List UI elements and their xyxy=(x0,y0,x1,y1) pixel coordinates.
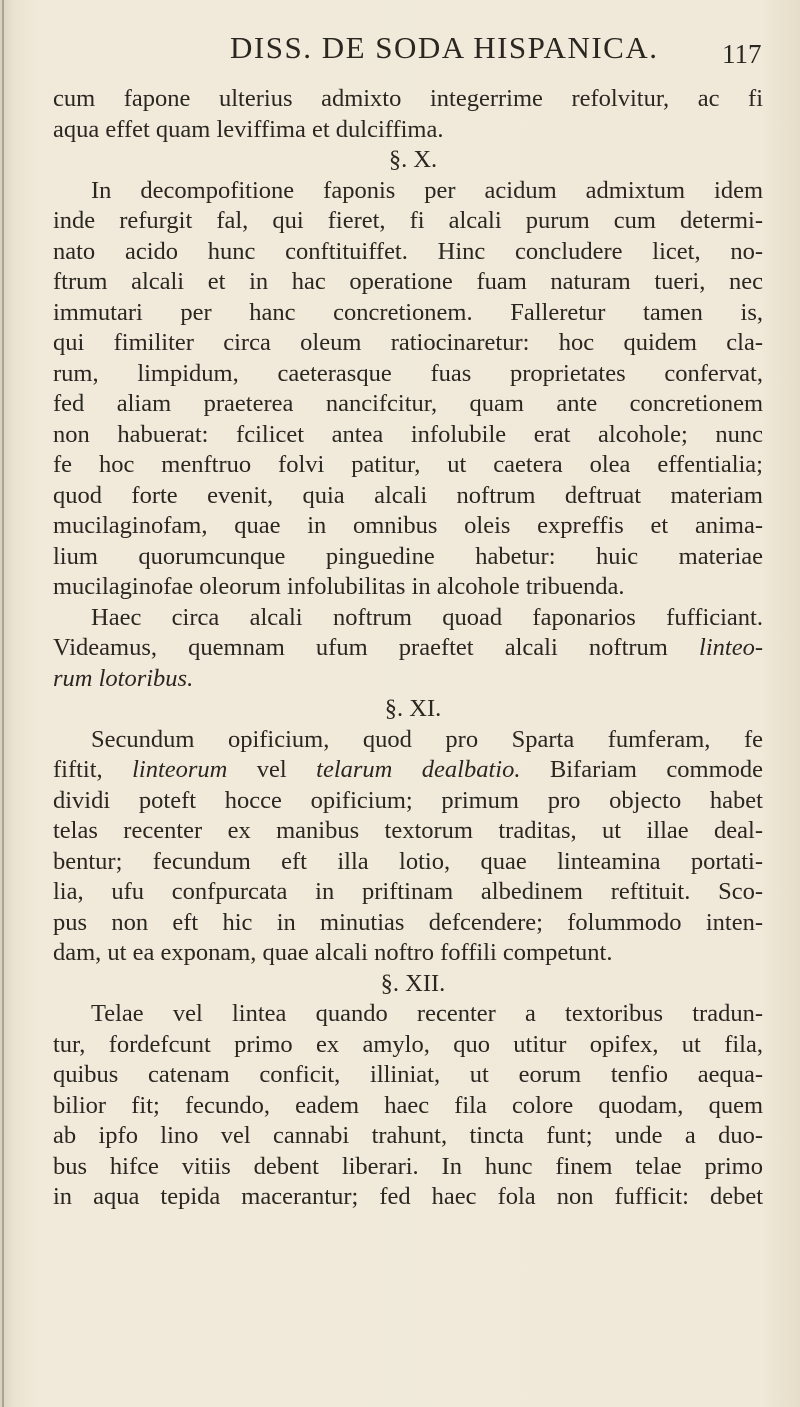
text-line xyxy=(53,755,763,786)
text-line: qui fimiliter circa oleum ratiocinaretur: hoc quidem cla- xyxy=(53,329,763,356)
text-line: fed aliam praeterea nancifcitur, quam ante concretionem xyxy=(53,390,763,417)
text-line: immutari per hanc concretionem. Falleretur tamen is, xyxy=(53,298,763,326)
text-line: In decompofitione faponis per acidum admixtum idem xyxy=(91,176,763,204)
text-line: bilior fit; fecundo, eadem haec fila colore quodam, quem xyxy=(53,1091,763,1119)
text-line: Telae vel lintea quando recenter a textoribus tradun- xyxy=(91,1000,763,1027)
text-line: inde refurgit fal, qui fieret, fi alcali purum cum determi- xyxy=(53,207,763,234)
text-line: quibus catenam conficit, illiniat, ut eorum tenfio aequa- xyxy=(53,1061,763,1088)
text-line: tur, fordefcunt primo ex amylo, quo utitur opifex, ut fila, xyxy=(53,1030,763,1058)
text-line: cum fapone ulterius admixto integerrime refolvitur, ac fi xyxy=(53,85,763,112)
text-line: pus non eft hic in minutias defcendere; folummodo inten- xyxy=(53,908,763,936)
text-fragment: fiftit, xyxy=(53,756,103,783)
text-line: telas recenter ex manibus textorum traditas, ut illae deal- xyxy=(53,817,763,844)
section-heading-x: §. X. xyxy=(388,146,438,173)
text-line xyxy=(53,664,763,695)
text-fragment: Bifariam commode xyxy=(549,756,764,783)
text-line: dam, ut ea exponam, quae alcali noftro foffili competunt. xyxy=(53,939,613,966)
text-line: Haec circa alcali noftrum quoad faponarios fufficiant. xyxy=(91,603,763,631)
text-line: lia, ufu confpurcata in priftinam albedinem reftituit. Sco- xyxy=(53,878,763,905)
text-line: quod forte evenit, quia alcali noftrum deftruat materiam xyxy=(53,481,763,509)
text-line: nato acido hunc conftituiffet. Hinc concludere licet, no- xyxy=(53,237,763,265)
text-line: lium quorumcunque pinguedine habetur: huic materiae xyxy=(53,542,763,570)
section-heading-xi: §. XI. xyxy=(384,695,442,722)
italic-term: rum lotoribus. xyxy=(53,664,194,692)
italic-term: linteo- xyxy=(699,634,763,661)
body-text xyxy=(53,84,763,1213)
page-number: 117 xyxy=(722,39,762,69)
italic-term: linteorum xyxy=(132,756,228,783)
text-line: non habuerat: fcilicet antea infolubile erat alcohole; nunc xyxy=(53,420,763,448)
binding-gutter xyxy=(2,0,4,1407)
text-line: rum, limpidum, caeterasque fuas proprietates confervat, xyxy=(53,359,763,387)
text-line: bentur; fecundum eft illa lotio, quae linteamina portati- xyxy=(53,847,763,875)
text-line: mucilaginofam, quae in omnibus oleis expreffis et anima- xyxy=(53,512,763,539)
text-line: mucilaginofae oleorum infolubilitas in alcohole tribuenda. xyxy=(53,573,625,600)
text-line: in aqua tepida macerantur; fed haec fola non fufficit: debet xyxy=(53,1183,763,1210)
text-line: bus hifce vitiis debent liberari. In hunc finem telae primo xyxy=(53,1152,763,1180)
text-line: Secundum opificium, quod pro Sparta fumferam, fe xyxy=(91,725,763,753)
text-fragment: vel xyxy=(256,756,287,783)
section-heading-xii: §. XII. xyxy=(380,969,446,997)
text-line: ftrum alcali et in hac operatione fuam naturam tueri, nec xyxy=(53,268,763,295)
running-head: DISS. DE SODA HISPANICA. xyxy=(230,30,659,65)
text-line: ab ipfo lino vel cannabi trahunt, tincta funt; unde a duo- xyxy=(53,1122,763,1149)
italic-term: telarum dealbatio. xyxy=(316,756,521,783)
text-line xyxy=(53,633,763,664)
text-line: aqua effet quam leviffima et dulciffima. xyxy=(53,115,444,143)
text-fragment: Videamus, quemnam ufum praeftet alcali noftrum xyxy=(53,634,668,661)
text-line: dividi poteft hocce opificium; primum pro objecto habet xyxy=(53,786,763,814)
text-line: fe hoc menftruo folvi patitur, ut caetera olea effentialia; xyxy=(53,451,763,478)
